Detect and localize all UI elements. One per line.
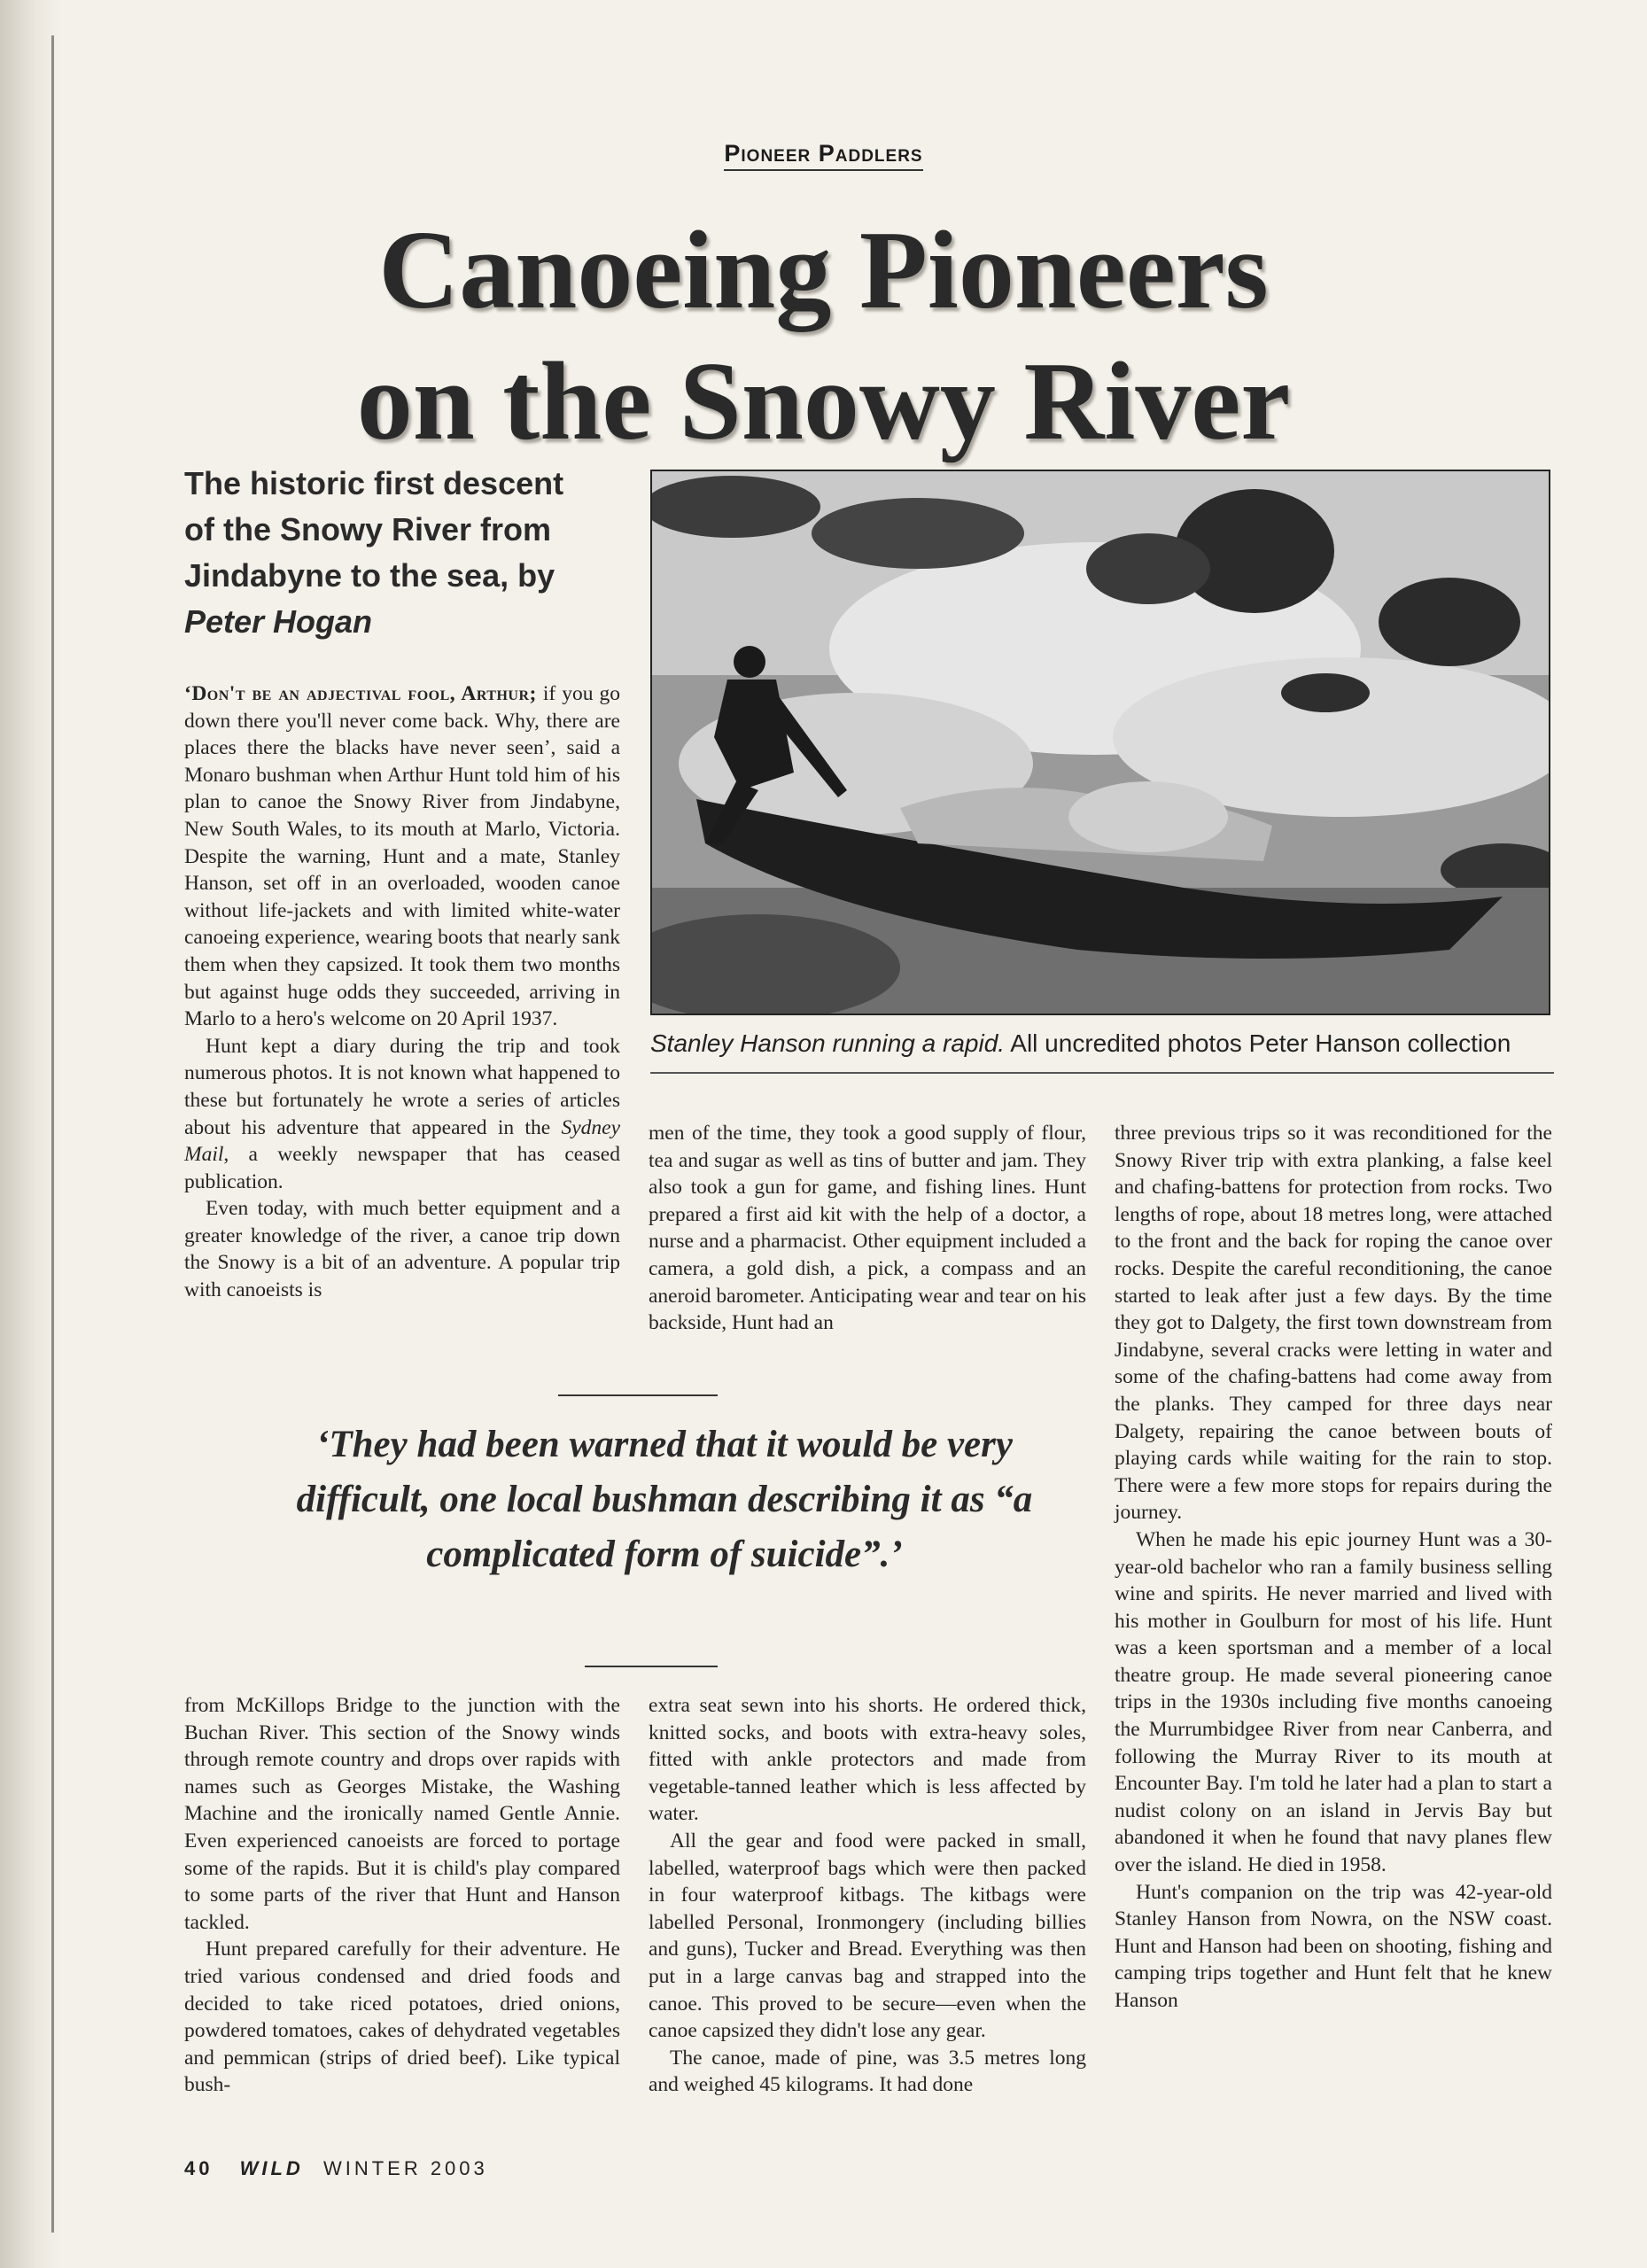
issue-date: WINTER 2003 (322, 2157, 488, 2179)
paragraph: from McKillops Bridge to the junction with the Buchan River. This section of the Snowy winds through remote country and drops over rapids with names such as Georges Mistake, the Washing Machine and the ironically named Gentle Annie. Even experienced canoeists are forced to portage some of the rapids. But it is child's play compared to some parts of the river that Hunt and Hanson tackled. (184, 1694, 620, 1934)
standfirst-text: The historic first descent of the Snowy River from Jindabyne to the sea, (184, 465, 564, 594)
publication-name: Sydney Mail (184, 1115, 620, 1167)
page-number: 40 (184, 2157, 214, 2179)
paragraph: Even today, with much better equipment and a greater knowledge of the river, a canoe trip down the Snowy is a bit of an adventure. A popular trip with canoeists is (184, 1197, 620, 1302)
paragraph: All the gear and food were packed in small, labelled, waterproof bags which were then packed in four waterproof kitbags. The kitbags were labelled Personal, Ironmongery (including billies and guns), Tucker and Bread. Everything was then put in a large canvas bag and strapped into the canoe. This proved to be secure—even when the canoe capsized they didn't lose any gear. (649, 1829, 1086, 2043)
section-label (0, 140, 1647, 167)
section-label-text: Pioneer Paddlers (724, 140, 922, 171)
photo-canoe-rapid-image (652, 471, 1549, 1014)
paragraph: The canoe, made of pine, was 3.5 metres long and weighed 45 kilograms. It had done (649, 2046, 1086, 2097)
opening-paragraph-text: if you go down there you'll never come back. Why, there are places there the blacks have never seen’, said a Monaro bushman when Arthur Hunt told him of his plan to canoe the Snowy River from Jindabyne, New South Wales, to its mouth at Marlo, Victoria. Despite the warning, Hunt and a mate, Stanley Hanson, set off in an overloaded, wooden canoe without life-jackets and with limited white-water canoeing experience, wearing boots that nearly sank them when they capsized. It took them two months but against huge odds they succeeded, arriving in Marlo to a hero's welcome on 20 April 1937. (184, 682, 621, 1031)
headline-line-2: on the Snowy River (356, 340, 1291, 463)
column-1-bottom (184, 1692, 620, 2099)
paragraph-text-cont: , a weekly newspaper that has ceased publication. (184, 1143, 620, 1193)
paragraph: extra seat sewn into his shorts. He ordered thick, knitted socks, and boots with extra-heavy soles, fitted with ankle protectors and made from vegetable-tanned leather which is less affected by water. (649, 1694, 1086, 1826)
photo-canoe-rapid (650, 470, 1550, 1015)
column-1-top (184, 680, 620, 1304)
opening-paragraph (184, 680, 620, 1033)
paragraph: Hunt's companion on the trip was 42-year-old Stanley Hanson from Nowra, on the NSW coast. Hunt and Hanson had been on shooting, fishing and camping trips together and Hunt felt that he knew Hanson (1115, 1880, 1552, 2012)
paragraph (184, 1033, 620, 1196)
paragraph-text: Hunt kept a diary during the trip and took numerous photos. It is not known what happened to these but fortunately he wrote a series of articles about his adventure that appeared in the (184, 1034, 620, 1139)
paragraph: men of the time, they took a good supply of flour, tea and sugar as well as tins of butter and jam. They also took a gun for game, and fishing lines. Hunt prepared a first aid kit with the help of a doctor, a nurse and a pharmacist. Other equipment included a camera, a gold dish, a pick, a compass and an aneroid barometer. Anticipating wear and tear on his backside, Hunt had an (649, 1122, 1086, 1335)
caption-credit: All uncredited photos Peter Hanson collection (1010, 1029, 1511, 1057)
pull-quote-rule-bottom (585, 1666, 718, 1667)
byline-by: by (517, 557, 555, 594)
photo-caption (650, 1029, 1554, 1074)
paragraph: When he made his epic journey Hunt was a 30-year-old bachelor who ran a family business selling wine and spirits. He never married and lived with his mother in Goulburn for most of his life. Hunt was a keen sportsman and a member of a local theatre group. He made several pioneering canoe trips in the 1930s including five months canoeing the Murrumbidgee River from near Canberra, and following the Murray River to its mouth at Encounter Bay. I'm told he later had a plan to start a nudist colony on an island in Jervis Bay but abandoned it when he found that navy planes flew over the island. He died in 1958. (1115, 1527, 1552, 1877)
pull-quote-rule-top (558, 1394, 718, 1396)
byline-author: Peter Hogan (184, 603, 373, 640)
standfirst (184, 461, 592, 645)
magazine-name: WILD (239, 2157, 304, 2179)
headline (0, 206, 1647, 468)
column-3 (1115, 1120, 1552, 2015)
column-2-top (649, 1120, 1086, 1337)
column-2-bottom (649, 1692, 1086, 2099)
pull-quote: ‘They had been warned that it would be very difficult, one local bushman describing it as “a complicated form of suicide”.’ (296, 1424, 1033, 1575)
lead-in: ‘Don't be an adjectival fool, Arthur; (184, 682, 537, 705)
paragraph: three previous trips so it was reconditioned for the Snowy River trip with extra planking, a false keel and chafing-battens for protection from rocks. Two lengths of rope, about 18 metres long, were attached to the front and the back for roping the canoe over rocks. Despite the careful reconditioning, the canoe started to leak after just a few days. By the time they got to Dalgety, the first town downstream from Jindabyne, several cracks were letting in water and some of the chafing-battens had come away from the planks. They camped for three days near Dalgety, repairing the canoe between bouts of playing cards while waiting for the rain to stop. There were a few more stops for repairs during the journey. (1115, 1122, 1552, 1525)
caption-description: Stanley Hanson running a rapid. (650, 1029, 1006, 1057)
page-footer (184, 2157, 488, 2180)
paragraph: Hunt prepared carefully for their adventure. He tried various condensed and dried foods and decided to take riced potatoes, dried onions, powdered tomatoes, cakes of dehydrated vegetables and pemmican (strips of dried beef). Like typical bush- (184, 1938, 620, 2097)
headline-line-1: Canoeing Pioneers (378, 209, 1269, 332)
